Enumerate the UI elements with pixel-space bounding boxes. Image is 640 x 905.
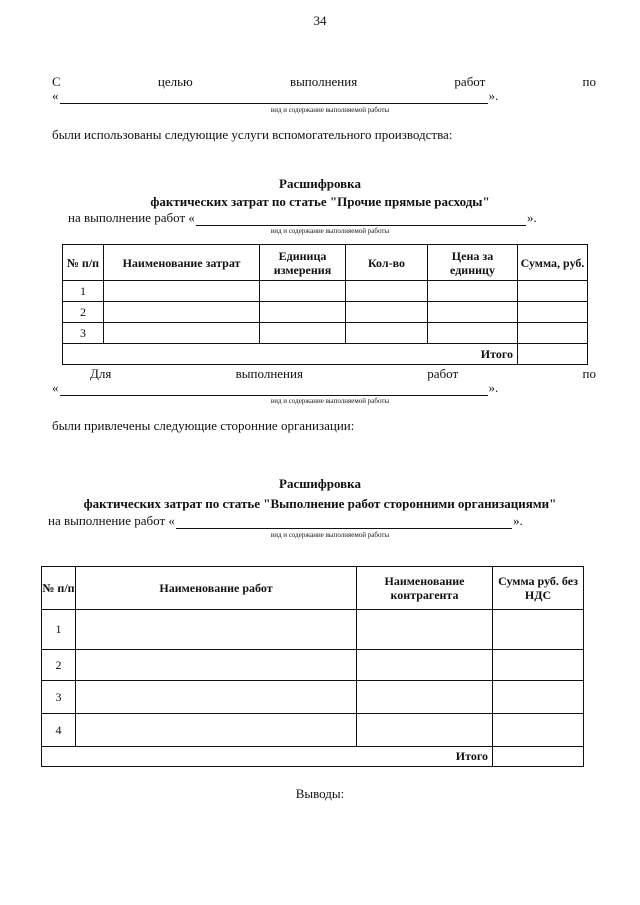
col-header: Сумма, руб. — [518, 245, 588, 281]
col-header: Сумма руб. без НДС — [493, 567, 584, 610]
quote-open: « — [52, 88, 59, 103]
table-row — [63, 281, 588, 302]
row-number: 3 — [42, 681, 76, 714]
table1-title: Расшифровка — [279, 176, 361, 191]
row-number: 2 — [63, 302, 104, 323]
lead-word: Для — [90, 366, 112, 381]
table-cell[interactable] — [260, 323, 346, 344]
lead-word: выполнения — [235, 366, 303, 381]
lead-word: по — [582, 74, 596, 89]
table-row — [42, 650, 584, 681]
conclusions-label: Выводы: — [295, 786, 345, 801]
field-hint: вид и содержание выполняемой работы — [270, 531, 390, 539]
table-row — [42, 681, 584, 714]
row-number: 1 — [42, 610, 76, 650]
work-prefix: на выполнение работ « — [48, 513, 175, 528]
table-cell[interactable] — [76, 681, 357, 714]
lead-word: С — [52, 74, 61, 89]
row-number: 1 — [63, 281, 104, 302]
work-prefix: на выполнение работ « — [68, 210, 195, 225]
row-number: 4 — [42, 714, 76, 747]
table-cell[interactable] — [357, 681, 493, 714]
table-cell[interactable] — [428, 323, 518, 344]
table1-work-field — [68, 210, 537, 226]
section2-work-field — [52, 380, 498, 396]
lead-word: выполнения — [289, 74, 358, 89]
field-hint: вид и содержание выполняемой работы — [270, 106, 390, 114]
section2-sentence: были привлечены следующие сторонние организации: — [52, 418, 355, 433]
table2-contractors — [41, 566, 584, 767]
table-cell[interactable] — [104, 302, 260, 323]
table2-title: Расшифровка — [279, 476, 361, 491]
total-label: Итого — [63, 344, 518, 365]
table1-expenses — [62, 244, 588, 365]
field-hint: вид и содержание выполняемой работы — [270, 397, 390, 405]
table-cell[interactable] — [518, 281, 588, 302]
page-number: 34 — [313, 13, 327, 28]
work-description-blank[interactable] — [60, 92, 488, 104]
table2-work-field — [48, 513, 523, 529]
table-cell[interactable] — [260, 281, 346, 302]
table-cell[interactable] — [357, 610, 493, 650]
table-cell[interactable] — [76, 610, 357, 650]
row-number: 3 — [63, 323, 104, 344]
col-header: Наименование контрагента — [357, 567, 493, 610]
table-cell[interactable] — [104, 281, 260, 302]
lead-word: по — [582, 366, 596, 381]
lead-word: целью — [157, 74, 193, 89]
table-cell[interactable] — [346, 302, 428, 323]
quote-open: « — [52, 380, 59, 395]
total-value-cell[interactable] — [518, 344, 588, 365]
table-row — [63, 302, 588, 323]
total-label: Итого — [42, 747, 493, 767]
col-header: Наименование затрат — [104, 245, 260, 281]
table-cell[interactable] — [346, 281, 428, 302]
table-cell[interactable] — [357, 714, 493, 747]
table-cell[interactable] — [104, 323, 260, 344]
table-total-row — [42, 747, 584, 767]
table-cell[interactable] — [428, 281, 518, 302]
col-header: Кол-во — [346, 245, 428, 281]
table-cell[interactable] — [493, 714, 584, 747]
table-header-row — [63, 245, 588, 281]
table-row — [42, 714, 584, 747]
col-header: Единица измерения — [260, 245, 346, 281]
quote-close: ». — [488, 88, 499, 103]
field-hint: вид и содержание выполняемой работы — [270, 227, 390, 235]
table-cell[interactable] — [493, 610, 584, 650]
table-cell[interactable] — [76, 650, 357, 681]
work-description-blank[interactable] — [60, 384, 488, 396]
work-suffix: ». — [526, 210, 537, 225]
table-cell[interactable] — [260, 302, 346, 323]
total-value-cell[interactable] — [493, 747, 584, 767]
table-cell[interactable] — [428, 302, 518, 323]
col-header: Цена за единицу — [428, 245, 518, 281]
table-total-row — [63, 344, 588, 365]
table2-subtitle: фактических затрат по статье "Выполнение работ сторонними организациями" — [83, 496, 557, 511]
table1-subtitle: фактических затрат по статье "Прочие прямые расходы" — [150, 194, 490, 209]
section1-sentence: были использованы следующие услуги вспомогательного производства: — [52, 127, 453, 142]
table-cell[interactable] — [518, 302, 588, 323]
table-cell[interactable] — [518, 323, 588, 344]
table-cell[interactable] — [357, 650, 493, 681]
table-row — [63, 323, 588, 344]
work-description-blank[interactable] — [176, 517, 512, 529]
work-description-blank[interactable] — [196, 214, 526, 226]
col-header: № п/п — [63, 245, 104, 281]
table-cell[interactable] — [76, 714, 357, 747]
lead-word: работ — [454, 74, 486, 89]
lead-word: работ — [427, 366, 459, 381]
row-number: 2 — [42, 650, 76, 681]
col-header: № п/п — [42, 567, 76, 610]
section1-work-field — [52, 88, 498, 104]
table-row — [42, 610, 584, 650]
quote-close: ». — [488, 380, 499, 395]
work-suffix: ». — [512, 513, 523, 528]
table-cell[interactable] — [493, 681, 584, 714]
table-cell[interactable] — [346, 323, 428, 344]
col-header: Наименование работ — [76, 567, 357, 610]
table-header-row — [42, 567, 584, 610]
table-cell[interactable] — [493, 650, 584, 681]
